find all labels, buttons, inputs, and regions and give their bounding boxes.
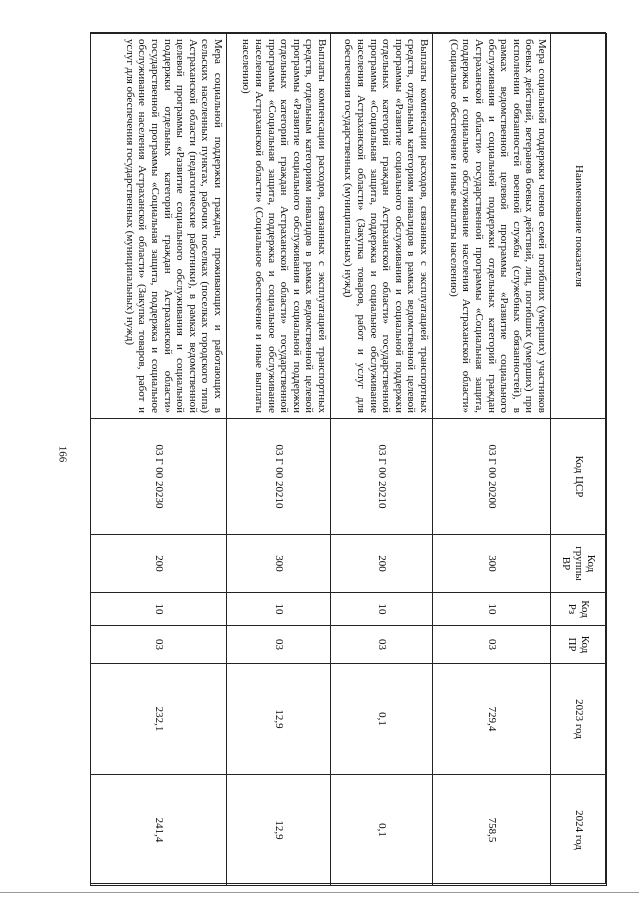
row-pr: 03	[227, 626, 331, 664]
table-row	[91, 34, 227, 886]
row-name: Выплаты компенсации расходов, связанных с эксплуатацией транспортных средств, отдельным категориям инвалидов в рамках ведомственной целевой программы «Развитие социального обслуживания и социальной поддержки отдельных категорий граждан Астраханской области» государственной программы «Социальная защита, поддержка и социальное обслуживание населения Астраханской области» (Социальное обеспечение и иные выплаты населению)	[227, 34, 331, 419]
row-vr: 200	[91, 535, 227, 593]
row-pr: 03	[91, 626, 227, 664]
row-csr: 03 Г 00 20230	[91, 419, 227, 535]
row-rz: 10	[91, 593, 227, 626]
row-csr: 03 Г 00 20210	[331, 419, 433, 535]
header-vr: Код группы ВР	[551, 535, 607, 593]
header-csr: Код ЦСР	[551, 419, 607, 535]
header-2024: 2024 год	[551, 775, 607, 886]
row-csr: 03 Г 00 20200	[433, 419, 551, 535]
header-pr: Код ПР	[551, 626, 607, 664]
row-rz: 10	[331, 593, 433, 626]
row-2024: 758,5	[433, 775, 551, 886]
row-rz: 10	[433, 593, 551, 626]
table-row	[227, 34, 331, 886]
row-pr: 03	[433, 626, 551, 664]
header-2023: 2023 год	[551, 664, 607, 775]
budget-table-sheet	[90, 32, 606, 884]
row-name: Мера социальной поддержки членов семей погибших (умерших) участников боевых действий, ветеранов боевых действий, лиц, погибших (умерших) при исполнении обязанностей военной службы (служебных обязанностей), в рамках ведомственной целевой программы «Развитие социального обслуживания и социальной поддержки отдельных категорий граждан Астраханской области» государственной программы «Социальная защита, поддержка и социальное обслуживание населения Астраханской области» (Социальное обеспечение и иные выплаты населению)	[433, 34, 551, 419]
row-2023: 12,9	[227, 664, 331, 775]
row-2024: 241,4	[91, 775, 227, 886]
header-rz: Код Рз	[551, 593, 607, 626]
page-bottom-rule	[0, 892, 639, 893]
table-row	[433, 34, 551, 886]
budget-table	[90, 33, 607, 886]
row-name: Мера социальной поддержки граждан, проживающих и работающих в сельских населенных пунктах, рабочих поселках (поселках городского типа) Астраханской области (педагогические работники), в рамках ведомственной целевой программы «Развитие социального обслуживания и социальной поддержки отдельных категорий граждан Астраханской области» государственной программы «Социальная защита, поддержка и социальное обслуживание населения Астраханской области» (Закупка товаров, работ и услуг для обеспечения государственных (муниципальных) нужд)	[91, 34, 227, 419]
row-rz: 10	[227, 593, 331, 626]
row-2024: 12,9	[227, 775, 331, 886]
page-number: 166	[56, 445, 69, 463]
row-vr: 300	[433, 535, 551, 593]
row-2023: 0,1	[331, 664, 433, 775]
header-name: Наименование показателя	[551, 34, 607, 419]
row-name: Выплаты компенсации расходов, связанных с эксплуатацией транспортных средств, отдельным категориям инвалидов в рамках ведомственной целевой программы «Развитие социального обслуживания и социальной поддержки отдельных категорий граждан Астраханской области» государственной программы «Социальная защита, поддержка и социальное обслуживание населения Астраханской области» (Закупка товаров, работ и услуг для обеспечения государственных (муниципальных) нужд)	[331, 34, 433, 419]
row-pr: 03	[331, 626, 433, 664]
row-vr: 300	[227, 535, 331, 593]
row-2023: 729,4	[433, 664, 551, 775]
table-header-row	[551, 34, 607, 886]
row-2024: 0,1	[331, 775, 433, 886]
row-2023: 232,1	[91, 664, 227, 775]
table-row	[331, 34, 433, 886]
row-csr: 03 Г 00 20210	[227, 419, 331, 535]
row-vr: 200	[331, 535, 433, 593]
